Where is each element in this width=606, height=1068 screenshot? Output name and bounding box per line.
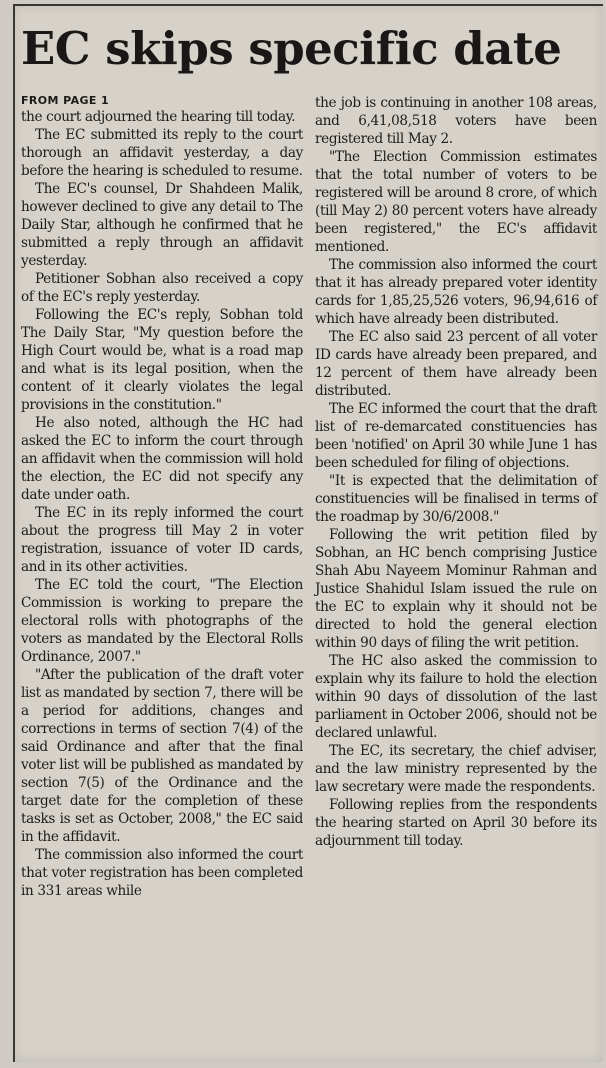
- paragraph: the job is continuing in another 108 areas, and 6,41,08,518 voters have been registered till May 2.: [315, 95, 597, 147]
- paragraph: The EC's counsel, Dr Shahdeen Malik, however declined to give any detail to The Daily Star, although he confirmed that he submitted a reply through an affidavit yesterday.: [21, 181, 303, 269]
- paragraph: The EC in its reply informed the court about the progress till May 2 in voter registration, issuance of voter ID cards, and in its other activities.: [21, 505, 303, 575]
- paragraph: The commission also informed the court that voter registration has been completed in 331 areas while: [21, 847, 303, 899]
- paragraph: The EC told the court, "The Election Commission is working to prepare the electoral rolls with photographs of the voters as mandated by the Electoral Rolls Ordinance, 2007.": [21, 577, 303, 665]
- paragraph: Petitioner Sobhan also received a copy of the EC's reply yesterday.: [21, 271, 303, 305]
- paragraph: "The Election Commission estimates that the total number of voters to be registered will be around 8 crore, of which (till May 2) 80 percent voters have already been registered," the EC's affidavit mentioned.: [315, 149, 597, 255]
- article-column-2: [315, 94, 597, 850]
- paragraph: The EC submitted its reply to the court thorough an affidavit yesterday, a day before the hearing is scheduled to resume.: [21, 127, 303, 179]
- paragraph: the court adjourned the hearing till today.: [21, 109, 296, 125]
- newspaper-clipping: [13, 4, 603, 1062]
- paragraph: The commission also informed the court that it has already prepared voter identity cards for 1,85,25,526 voters, 96,94,616 of which have already been distributed.: [315, 257, 597, 327]
- paragraph: He also noted, although the HC had asked the EC to inform the court through an affidavit when the commission will hold the election, the EC did not specify any date under oath.: [21, 415, 303, 503]
- headline: EC skips specific date: [21, 22, 562, 75]
- paragraph: Following the EC's reply, Sobhan told The Daily Star, "My question before the High Court would be, what is a road map and what is its legal position, when the content of it clearly violates the legal provisions in the constitution.": [21, 307, 303, 413]
- continued-from-label: FROM PAGE 1: [21, 94, 110, 107]
- paragraph: The HC also asked the commission to explain why its failure to hold the election within 90 days of dissolution of the last parliament in October 2006, should not be declared unlawful.: [315, 653, 597, 741]
- paragraph: The EC, its secretary, the chief adviser, and the law ministry represented by the law secretary were made the respondents.: [315, 743, 597, 795]
- paragraph: Following the writ petition filed by Sobhan, an HC bench comprising Justice Shah Abu Nayeem Mominur Rahman and Justice Shahidul Islam issued the rule on the EC to explain why it should not be directed to hold the general election within 90 days of filing the writ petition.: [315, 527, 597, 651]
- paragraph: "It is expected that the delimitation of constituencies will be finalised in terms of the roadmap by 30/6/2008.": [315, 473, 597, 525]
- left-border-rule: [13, 4, 15, 1062]
- top-border-rule: [13, 4, 603, 6]
- paragraph: The EC informed the court that the draft list of re-demarcated constituencies has been 'notified' on April 30 while June 1 has been scheduled for filing of objections.: [315, 401, 597, 471]
- article-column-1: [21, 94, 303, 900]
- paragraph: The EC also said 23 percent of all voter ID cards have already been prepared, and 12 percent of them have already been distributed.: [315, 329, 597, 399]
- paragraph: Following replies from the respondents the hearing started on April 30 before its adjournment till today.: [315, 797, 597, 849]
- paragraph: "After the publication of the draft voter list as mandated by section 7, there will be a period for additions, changes and corrections in terms of section 7(4) of the said Ordinance and after that the final voter list will be published as mandated by section 7(5) of the Ordinance and the target date for the completion of these tasks is set as October, 2008," the EC said in the affidavit.: [21, 667, 303, 845]
